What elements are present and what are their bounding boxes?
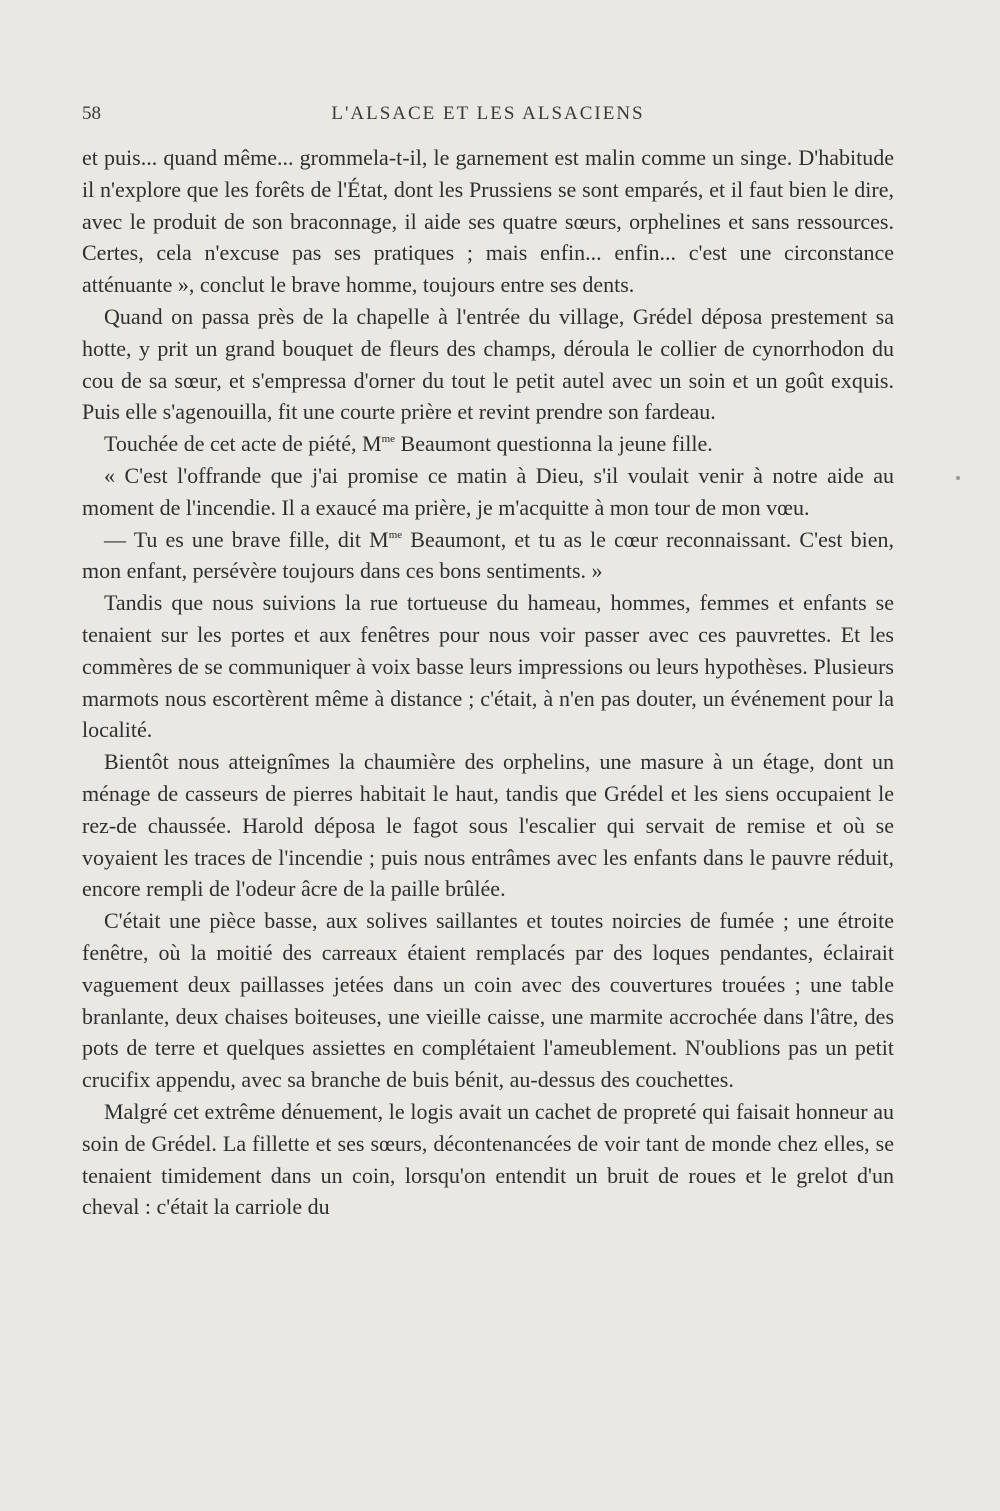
paragraph-street: Tandis que nous suivions la rue tortueuse du hameau, hommes, femmes et enfants se tenaient sur les portes et aux fenêtres pour nous voir passer avec ces pauvrettes. Et les commères de se communiquer à voix basse leurs impressions ou leurs hypothèses. Plusieurs marmots nous escortèrent même à distance ; c'était, à n'en pas douter, un événement pour la localité. <box>82 590 894 743</box>
text-run: Touchée de cet acte de piété, M <box>104 431 382 457</box>
running-head <box>82 103 894 133</box>
paragraph-cottage: Bientôt nous atteignîmes la chaumière des orphelins, une masure à un étage, dont un ménage de casseurs de pierres habitait le haut, tandis que Grédel et les siens occupaient le rez-de chaussée. Harold déposa le fagot sous l'escalier qui servait de remise et où se voyaient les traces de l'incendie ; puis nous entrâmes avec les enfants dans le pauvre réduit, encore rempli de l'odeur âcre de la paille brûlée. <box>82 749 894 902</box>
page-number: 58 <box>82 103 101 124</box>
paragraph-brave-girl <box>82 524 894 588</box>
superscript-me: me <box>381 433 396 446</box>
paragraph-chapel: Quand on passa près de la chapelle à l'entrée du village, Grédel déposa prestement sa hotte, y prit un grand bouquet de fleurs des champs, déroula le collier de cynorrhodon du cou de sa sœur, et s'empressa d'orner du tout le petit autel avec un soin et un goût exquis. Puis elle s'agenouilla, fit une courte prière et revint prendre son fardeau. <box>82 303 894 425</box>
superscript-me: me <box>388 528 403 541</box>
body-text <box>82 142 894 1223</box>
running-title: L'ALSACE ET LES ALSACIENS <box>331 103 645 124</box>
paragraph-continuation: et puis... quand même... grommela-t-il, le garnement est malin comme un singe. D'habitude il n'explore que les forêts de l'État, dont les Prussiens se sont emparés, et il faut bien le dire, avec le produit de son braconnage, il aide ses quatre sœurs, orphelines et sans ressources. Certes, cela n'excuse pas ses pratiques ; mais enfin... enfin... c'est une circonstance atténuante », conclut le brave homme, toujours entre ses dents. <box>82 145 894 298</box>
ink-speck <box>956 476 960 480</box>
text-run: Beaumont questionna la jeune fille. <box>395 431 713 457</box>
paragraph-room: C'était une pièce basse, aux solives saillantes et toutes noircies de fumée ; une étroite fenêtre, où la moitié des carreaux étaient remplacés par des loques pendantes, éclairait vaguement deux paillasses jetées dans un coin avec des couvertures trouées ; une table branlante, deux chaises boiteuses, une vieille caisse, une marmite accrochée dans l'âtre, des pots de terre et quelques assiettes en complétaient l'ameublement. N'oublions pas un petit crucifix appendu, avec sa branche de buis bénit, au-dessus des couchettes. <box>82 908 894 1093</box>
paragraph-touched <box>82 428 894 460</box>
paragraph-offering: « C'est l'offrande que j'ai promise ce matin à Dieu, s'il voulait venir à notre aide au moment de l'incendie. Il a exaucé ma prière, je m'acquitte à mon tour de mon vœu. <box>82 462 894 520</box>
paragraph-poverty: Malgré cet extrême dénuement, le logis avait un cachet de propreté qui faisait honneur au soin de Grédel. La fillette et ses sœurs, décontenancées de voir tant de monde chez elles, se tenaient timidement dans un coin, lorsqu'on entendit un bruit de roues et le grelot d'un cheval : c'était la carriole du <box>82 1098 894 1220</box>
text-run: Beaumont, et tu as le cœur reconnaissant. C'est bien, mon enfant, persévère toujours dans ces bons sentiments. » <box>82 526 894 584</box>
text-run: — Tu es une brave fille, dit M <box>104 526 389 552</box>
